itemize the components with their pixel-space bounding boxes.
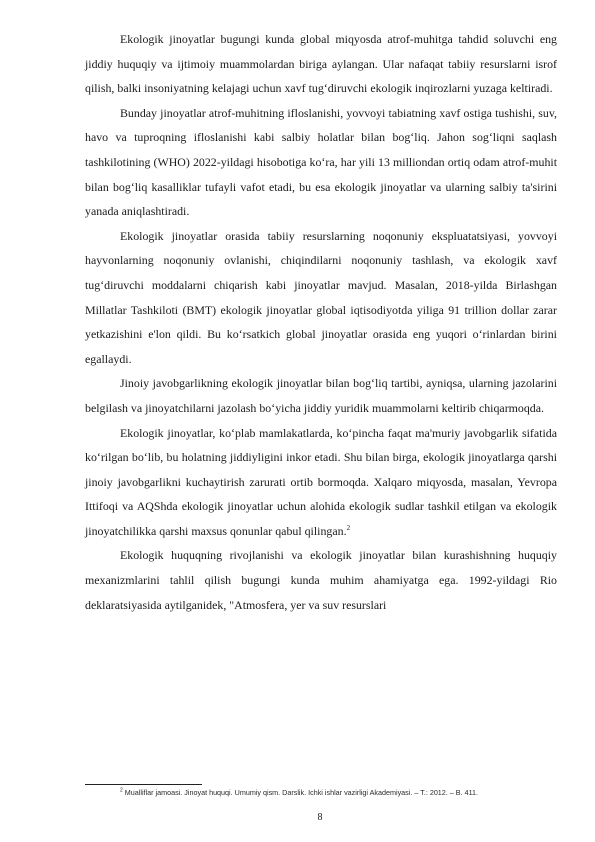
footnote-separator — [85, 784, 202, 785]
footnote — [85, 787, 557, 799]
paragraph-2: Bunday jinoyatlar atrof-muhitning ifloslanishi, yovvoyi tabiatning xavf ostiga tushishi, suv, havo va tuproqning ifloslanishi kabi salbiy holatlar bilan bog‘liq. Jahon sog‘liqni saqlash tashkilotining (WHO) 2022-yildagi hisobotiga ko‘ra, har yili 13 milliondan ortiq odam atrof-muhit bilan bog‘liq kasalliklar tufayli vafot etadi, bu esa ekologik jinoyatlar va ularning salbiy ta'sirini yanada aniqlashtiradi. — [85, 105, 557, 219]
paragraph-1: Ekologik jinoyatlar bugungi kunda global miqyosda atrof-muhitga tahdid soluvchi eng jiddiy huquqiy va ijtimoiy muammolardan biriga aylangan. Ular nafaqat tabiiy resurslarni isrof qilish, balki insoniyatning kelajagi uchun xavf tug‘diruvchi ekologik inqirozlarni yuzaga keltiradi. — [85, 32, 557, 96]
footnote-reference[interactable]: 2 — [346, 523, 351, 532]
paragraph-5: Ekologik jinoyatlar, ko‘plab mamlakatlarda, ko‘pincha faqat ma'muriy javobgarlik sifatida ko‘rilgan bo‘lib, bu holatning jiddiyligini inkor etadi. Shu bilan birga, ekologik jinoyatlarga qarshi jinoiy javobgarlikni kuchaytirish zarurati ortib bormoqda. Xalqaro miqyosda, masalan, Yevropa Ittifoqi va AQShda ekologik jinoyatlar uchun alohida ekologik sudlar tashkil etilgan va ekologik jinoyatchilikka qarshi maxsus qonunlar qabul qilingan. — [85, 425, 557, 538]
paragraph-6: Ekologik huquqning rivojlanishi va ekologik jinoyatlar bilan kurashishning huquqiy mexanizmlarini tahlil qilish bugungi kunda muhim ahamiyatga ega. 1992-yildagi Rio deklaratsiyasida aytilganidek, "Atmosfera, yer va suv resurslari — [85, 548, 557, 612]
footnote-marker: 2 — [120, 787, 123, 794]
footnote-text: Mualliflar jamoasi. Jinoyat huquqi. Umumiy qism. Darslik. Ichki ishlar vazirligi Akademiyasi. – T.: 2012. – B. 411. — [124, 788, 479, 797]
page-number: 8 — [317, 812, 323, 823]
paragraph-5-wrapper — [85, 421, 557, 544]
paragraph-3: Ekologik jinoyatlar orasida tabiiy resurslarning noqonuniy ekspluatatsiyasi, yovvoyi hayvonlarning noqonuniy ovlanishi, chiqindilarni noqonuniy tashlash, va ekologik xavf tug‘diruvchi moddalarni chiqarish kabi jinoyatlar mavjud. Masalan, 2018-yilda Birlashgan Millatlar Tashkiloti (BMT) ekologik jinoyatlar global iqtisodiyotda yiliga 91 trillion dollar zarar yetkazishini e'lon qildi. Bu ko‘rsatkich global jinoyatlar orasida eng yuqori o‘rinlardan birini egallaydi. — [85, 228, 557, 366]
paragraph-4: Jinoiy javobgarlikning ekologik jinoyatlar bilan bog‘liq tartibi, ayniqsa, ularning jazolarini belgilash va jinoyatchilarni jazolash bo‘yicha jiddiy yuridik muammolarni keltirib chiqarmoqda. — [85, 376, 557, 415]
